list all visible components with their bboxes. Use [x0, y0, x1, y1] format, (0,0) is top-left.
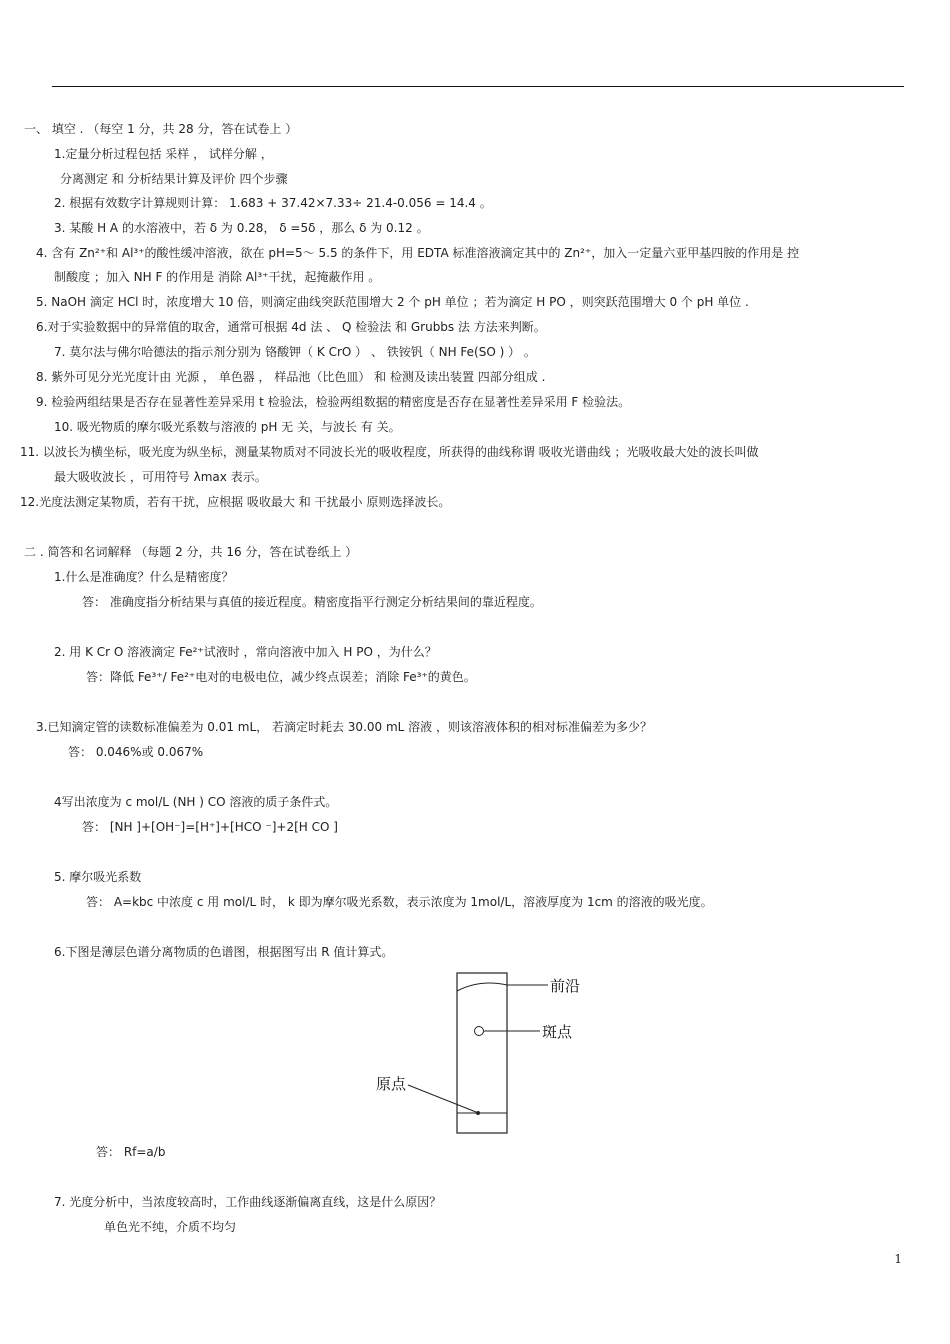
origin-label: 原点: [376, 1075, 407, 1093]
text-line: 7. 光度分析中，当浓度较高时，工作曲线逐渐偏离直线，这是什么原因？: [54, 1195, 442, 1209]
page-number: 1: [894, 1252, 902, 1266]
text-line: 答： Rf=a/b: [96, 1145, 166, 1159]
text-line: 7. 莫尔法与佛尔哈德法的指示剂分别为 铬酸钾（ K CrO ） 、 铁铵钒（ NH Fe(SO ) ） 。: [54, 345, 536, 359]
tlc-plate: [457, 973, 507, 1133]
text-line: 1.定量分析过程包括 采样 ， 试样分解 ，: [54, 147, 273, 161]
header-rule: [52, 86, 904, 87]
solvent-front-line: [457, 983, 507, 991]
spot-label: 斑点: [542, 1023, 573, 1041]
origin-dot: [476, 1111, 480, 1115]
text-line: 6.对于实验数据中的异常值的取舍，通常可根据 4d 法 、 Q 检验法 和 Grubbs 法 方法来判断。: [36, 320, 546, 334]
text-line: 答：降低 Fe³⁺/ Fe²⁺电对的电极电位，减少终点误差；消除 Fe³⁺的黄色。: [86, 670, 476, 684]
text-line: 一、 填空 . （每空 1 分，共 28 分，答在试卷上 ）: [24, 122, 298, 136]
text-line: 3.已知滴定管的读数标准偏差为 0.01 mL， 若滴定时耗去 30.00 mL 溶液 ，则该溶液体积的相对标准偏差为多少？: [36, 720, 652, 734]
text-line: 4. 含有 Zn²⁺和 Al³⁺的酸性缓冲溶液，欲在 pH=5～ 5.5 的条件下，用 EDTA 标准溶液滴定其中的 Zn²⁺，加入一定量六亚甲基四胺的作用是 控: [36, 246, 800, 260]
text-line: 9. 检验两组结果是否存在显著性差异采用 t 检验法，检验两组数据的精密度是否存在显著性差异采用 F 检验法。: [36, 395, 631, 409]
text-line: 6.下图是薄层色谱分离物质的色谱图，根据图写出 R 值计算式。: [54, 945, 394, 959]
text-line: 制酸度 ；加入 NH F 的作用是 消除 Al³⁺干扰，起掩蔽作用 。: [54, 270, 381, 284]
text-line: 2. 用 K Cr O 溶液滴定 Fe²⁺试液时 ，常向溶液中加入 H PO ，为什么？: [54, 645, 437, 659]
text-line: 答： 准确度指分析结果与真值的接近程度。精密度指平行测定分析结果间的靠近程度。: [82, 595, 542, 609]
text-line: 答： [NH ]+[OH⁻]=[H⁺]+[HCO ⁻]+2[H CO ]: [82, 820, 338, 834]
text-line: 12.光度法测定某物质，若有干扰，应根据 吸收最大 和 干扰最小 原则选择波长。: [20, 495, 451, 509]
text-line: 答： 0.046%或 0.067%: [68, 745, 204, 759]
text-line: 5. 摩尔吸光系数: [54, 870, 142, 884]
text-line: 最大吸收波长 ，可用符号 λmax 表示。: [54, 470, 267, 484]
front-label: 前沿: [550, 977, 581, 995]
tlc-chromatogram-figure: [370, 965, 610, 1140]
text-line: 11. 以波长为横坐标，吸光度为纵坐标，测量某物质对不同波长光的吸收程度，所获得的曲线称谓 吸收光谱曲线 ；光吸收最大处的波长叫做: [20, 445, 759, 459]
text-line: 1.什么是准确度？什么是精密度？: [54, 570, 234, 584]
text-line: 单色光不纯，介质不均匀: [104, 1220, 237, 1234]
text-line: 10. 吸光物质的摩尔吸光系数与溶液的 pH 无 关，与波长 有 关。: [54, 420, 401, 434]
text-line: 5. NaOH 滴定 HCl 时，浓度增大 10 倍，则滴定曲线突跃范围增大 2 个 pH 单位 ；若为滴定 H PO ，则突跃范围增大 0 个 pH 单位 .: [36, 295, 749, 309]
text-line: 2. 根据有效数字计算规则计算： 1.683 + 37.42×7.33÷ 21.4-0.056 = 14.4 。: [54, 196, 492, 210]
text-line: 4写出浓度为 c mol/L (NH ) CO 溶液的质子条件式。: [54, 795, 338, 809]
text-line: 8. 紫外可见分光光度计由 光源 ， 单色器 ， 样品池（比色皿） 和 检测及读出装置 四部分组成 .: [36, 370, 546, 384]
text-line: 答： A=kbc 中浓度 c 用 mol/L 时， k 即为摩尔吸光系数，表示浓度为 1mol/L，溶液厚度为 1cm 的溶液的吸光度。: [86, 895, 713, 909]
text-line: 3. 某酸 H A 的水溶液中，若 δ 为 0.28， δ =5δ ，那么 δ 为 0.12 。: [54, 221, 429, 235]
text-line: 二 . 简答和名词解释 （每题 2 分，共 16 分，答在试卷纸上 ）: [24, 545, 358, 559]
spot-marker: [475, 1027, 484, 1036]
text-line: 分离测定 和 分析结果计算及评价 四个步骤: [60, 172, 288, 186]
